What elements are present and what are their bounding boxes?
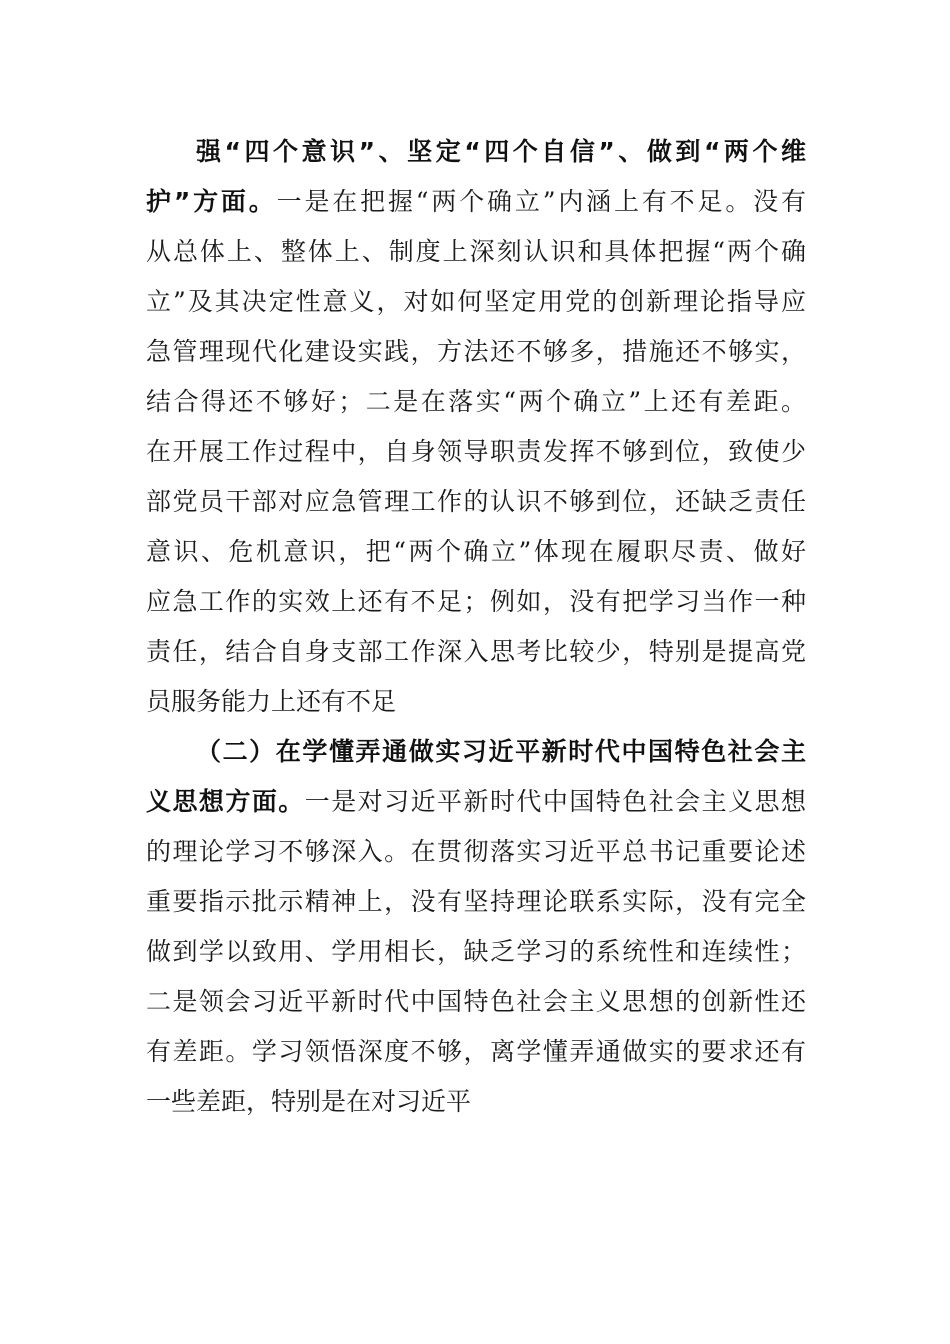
paragraph-1-line-5: 急管理现代化建设实践，方法还不够多，措施还不够实， — [146, 337, 806, 366]
paragraph-2-line-8: 一些差距，特别是在对习近平 — [146, 1087, 472, 1116]
paragraph-2-line-2 — [146, 782, 806, 822]
paragraph-1-line-7: 在开展工作过程中，自身领导职责发挥不够到位，致使少 — [146, 437, 806, 466]
paragraph-2-line-3: 的理论学习不够深入。在贯彻落实习近平总书记重要论述 — [146, 837, 806, 866]
paragraph-1-line-11: 责任，结合自身支部工作深入思考比较少，特别是提高党 — [146, 637, 806, 666]
paragraph-1-line-8: 部党员干部对应急管理工作的认识不够到位，还缺乏责任 — [146, 487, 806, 516]
paragraph-1-line-9: 意识、危机意识，把“两个确立”体现在履职尽责、做好 — [146, 537, 806, 566]
paragraph-2-heading-part-1: （二）在学懂弄通做实习近平新时代中国特色社会主 — [196, 737, 806, 766]
paragraph-2-text-start: 一是对习近平新时代中国特色社会主义思想 — [304, 787, 806, 816]
paragraph-2-line-5: 做到学以致用、学用相长，缺乏学习的系统性和连续性； — [146, 937, 806, 966]
paragraph-1-heading-part-1: 强“四个意识”、坚定“四个自信”、做到“两个维 — [196, 137, 806, 166]
paragraph-2-heading-part-2: 义思想方面。 — [146, 787, 305, 816]
paragraph-1-line-2 — [146, 182, 806, 222]
paragraph-2-line-1 — [196, 732, 806, 772]
paragraph-1-text-start: 一是在把握“两个确立”内涵上有不足。没有 — [276, 187, 806, 216]
paragraph-1-heading-part-2: 护”方面。 — [146, 187, 277, 216]
paragraph-1-line-10: 应急工作的实效上还有不足；例如，没有把学习当作一种 — [146, 587, 806, 616]
paragraph-2-line-7: 有差距。学习领悟深度不够，离学懂弄通做实的要求还有 — [146, 1037, 806, 1066]
paragraph-1-line-1 — [196, 132, 806, 172]
paragraph-1-line-12: 员服务能力上还有不足 — [146, 687, 397, 716]
paragraph-1-line-6: 结合得还不够好；二是在落实“两个确立”上还有差距。 — [146, 387, 806, 416]
paragraph-2-line-4: 重要指示批示精神上，没有坚持理论联系实际，没有完全 — [146, 887, 806, 916]
paragraph-1-line-4: 立”及其决定性意义，对如何坚定用党的创新理论指导应 — [146, 287, 806, 316]
paragraph-2-line-6: 二是领会习近平新时代中国特色社会主义思想的创新性还 — [146, 987, 806, 1016]
paragraph-1-line-3: 从总体上、整体上、制度上深刻认识和具体把握“两个确 — [146, 237, 806, 266]
